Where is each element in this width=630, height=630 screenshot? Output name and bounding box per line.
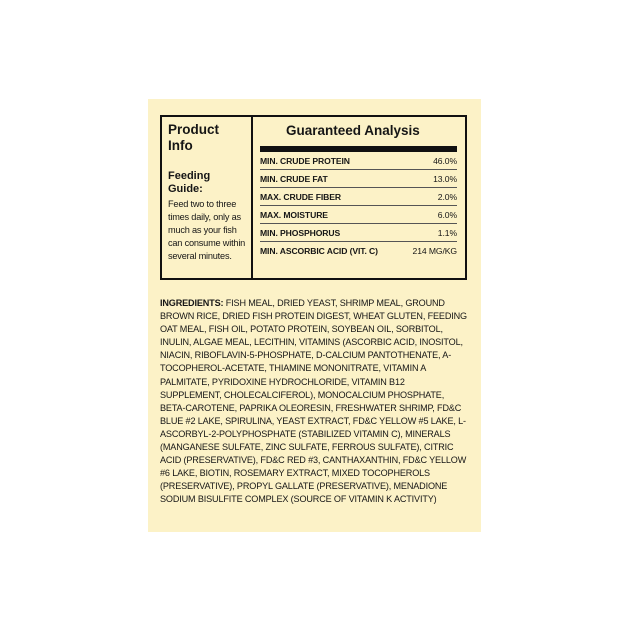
label-panel [148, 99, 481, 532]
analysis-label: MIN. ASCORBIC ACID (VIT. C) [260, 245, 378, 256]
analysis-row-phosphorus [260, 224, 457, 242]
analysis-label: MAX. CRUDE FIBER [260, 191, 341, 202]
feeding-guide-text: Feed two to three times daily, only as much as your fish can consume within several minutes. [168, 199, 246, 261]
analysis-label: MIN. CRUDE FAT [260, 173, 328, 184]
ingredients-label: INGREDIENTS: [160, 298, 224, 308]
guaranteed-analysis-column [253, 117, 465, 278]
feeding-guide-title-line2: Guide: [168, 183, 203, 195]
analysis-row-moisture [260, 206, 457, 224]
product-info-title [168, 122, 251, 154]
feeding-guide-title-line1: Feeding [168, 170, 211, 182]
analysis-value: 6.0% [437, 209, 457, 220]
analysis-row-crude-fat [260, 170, 457, 188]
analysis-label: MAX. MOISTURE [260, 209, 328, 220]
guaranteed-analysis-title: Guaranteed Analysis [286, 123, 420, 138]
analysis-value: 1.1% [437, 227, 457, 238]
product-info-title-line2: Info [168, 138, 193, 153]
ingredients-text: FISH MEAL, DRIED YEAST, SHRIMP MEAL, GROUND BROWN RICE, DRIED FISH PROTEIN DIGEST, WHEAT GLUTEN, FEEDING OAT MEAL, FISH OIL, POTATO PROTEIN, SOYBEAN OIL, SORBITOL, INULIN, ALGAE MEAL, LECITHIN, VITAMINS (ASCORBIC ACID, INOSITOL, NIACIN, RIBOFLAVIN-5-PHOSPHATE, D-CALCIUM PANTOTHENATE, A-TOCOPHEROL-ACETATE, THIAMINE MONONITRATE, VITAMIN A PALMITATE, PYRIDOXINE HYDROCHLORIDE, VITAMIN B12 SUPPLEMENT, CHOLECALCIFEROL), MONOCALCIUM PHOSPHATE, BETA-CAROTENE, PAPRIKA OLEORESIN, FRESHWATER SHRIMP, FD&C BLUE #2 LAKE, SPIRULINA, YEAST EXTRACT, FD&C YELLOW #5 LAKE, L-ASCORBYL-2-POLYPHOSPHATE (STABILIZED VITAMIN C), MINERALS (MANGANESE SULFATE, ZINC SULFATE, FERROUS SULFATE), CITRIC ACID (PRESERVATIVE), FD&C RED #3, CANTHAXANTHIN, FD&C YELLOW #6 LAKE, BIOTIN, ROSEMARY EXTRACT, MIXED TOCOPHEROLS (PRESERVATIVE), PROPYL GALLATE (PRESERVATIVE), MENADIONE SODIUM BISULFITE COMPLEX (SOURCE OF VITAMIN K ACTIVITY) [160, 298, 467, 505]
feeding-guide-title [168, 170, 251, 196]
product-info-title-line1: Product [168, 122, 220, 137]
product-info-box [160, 115, 467, 280]
analysis-value: 2.0% [437, 191, 457, 202]
product-info-column [162, 117, 253, 278]
analysis-value: 214 MG/KG [412, 245, 457, 256]
analysis-row-crude-fiber [260, 188, 457, 206]
ingredients-block [160, 297, 468, 507]
analysis-label: MIN. CRUDE PROTEIN [260, 155, 350, 166]
analysis-value: 13.0% [433, 173, 457, 184]
analysis-row-crude-protein [260, 152, 457, 170]
analysis-label: MIN. PHOSPHORUS [260, 227, 341, 238]
analysis-row-ascorbic-acid [260, 242, 457, 259]
analysis-value: 46.0% [433, 155, 457, 166]
